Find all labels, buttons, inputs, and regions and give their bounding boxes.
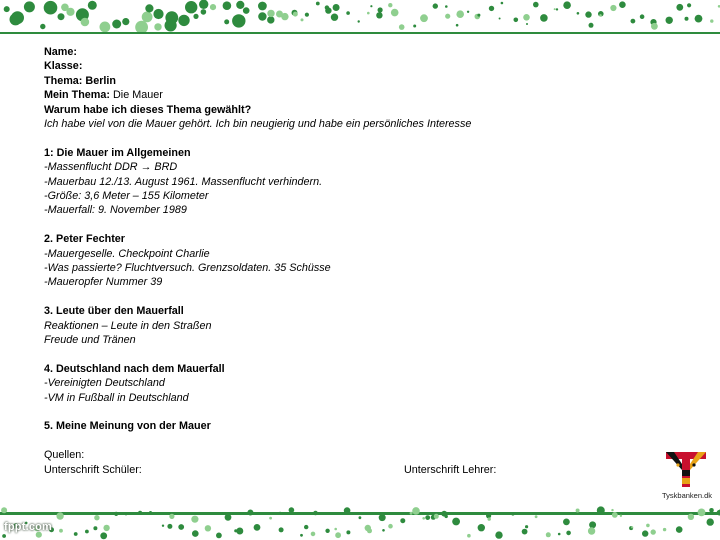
decorative-dot (599, 14, 602, 17)
decorative-dot (334, 528, 337, 531)
top-dot-border (0, 0, 720, 34)
decorative-dot (478, 524, 485, 531)
decorative-dot (370, 5, 372, 7)
decorative-dot (511, 512, 514, 515)
decorative-dot (452, 518, 460, 526)
section-2-heading: 2. Peter Fechter (44, 233, 126, 246)
decorative-dot (24, 1, 35, 12)
decorative-dot (193, 14, 198, 19)
decorative-dot (620, 515, 622, 517)
section-2-line-3: -Maueropfer Nummer 39 (44, 276, 163, 289)
section-1-line-1-end: BRD (154, 161, 178, 174)
decorative-dot (651, 529, 656, 534)
decorative-dot (640, 14, 645, 19)
section-3-heading: 3. Leute über den Mauerfall (44, 305, 184, 318)
decorative-dot (210, 4, 216, 10)
my-theme-prefix: Mein Thema: (44, 89, 110, 102)
decorative-dot (422, 517, 425, 520)
decorative-dot (333, 4, 340, 11)
my-theme-line (44, 88, 644, 102)
decorative-dot (304, 525, 308, 529)
decorative-dot (687, 3, 691, 7)
section-3-line-1: Reaktionen – Leute in den Straßen (44, 319, 212, 332)
decorative-dot (433, 3, 438, 8)
decorative-dot (191, 516, 198, 523)
decorative-dot (566, 531, 571, 536)
decorative-dot (525, 525, 528, 528)
decorative-dot (676, 4, 683, 11)
decorative-dot (610, 5, 616, 11)
decorative-dot (300, 534, 303, 537)
decorative-dot (276, 11, 283, 18)
section-3-line-2: Freude und Tränen (44, 334, 136, 347)
decorative-dot (388, 3, 392, 7)
decorative-dot (236, 1, 244, 9)
decorative-dot (346, 11, 350, 15)
decorative-dot (554, 8, 556, 10)
class-label: Klasse: (44, 60, 83, 73)
decorative-dot (142, 12, 153, 23)
decorative-dot (558, 533, 561, 536)
decorative-dot (169, 514, 174, 519)
decorative-dot (100, 22, 111, 33)
decorative-dot (313, 511, 318, 516)
decorative-dot (556, 8, 558, 10)
decorative-dot (467, 11, 469, 13)
decorative-dot (563, 519, 570, 526)
decorative-dot (289, 507, 295, 513)
decorative-dot (359, 516, 362, 519)
decorative-dot (114, 512, 118, 516)
decorative-dot (145, 4, 153, 12)
decorative-dot (612, 512, 618, 518)
decorative-dot (477, 14, 480, 17)
section-1-heading: 1: Die Mauer im Allgemeinen (44, 146, 191, 159)
decorative-dot (589, 521, 596, 528)
why-answer: Ich habe viel von die Mauer gehört. Ich bin neugierig und habe ein persönliches Interesse (44, 118, 472, 131)
decorative-dot (358, 20, 360, 22)
decorative-dot (589, 23, 594, 28)
section-4-heading: 4. Deutschland nach dem Mauerfall (44, 362, 225, 375)
decorative-dot (149, 511, 152, 514)
section-4-line-2: -VM in Fußball in Deutschland (44, 391, 189, 404)
decorative-dot (178, 524, 184, 530)
decorative-dot (236, 528, 243, 535)
decorative-dot (378, 7, 383, 12)
decorative-dot (666, 17, 673, 24)
section-1-line-2: -Mauerbau 12./13. August 1961. Massenflucht verhindern. (44, 175, 323, 188)
decorative-dot (663, 528, 666, 531)
decorative-dot (344, 507, 351, 514)
worksheet-content (44, 45, 644, 477)
decorative-dot (74, 532, 78, 536)
decorative-dot (58, 13, 65, 20)
decorative-dot (81, 18, 90, 27)
decorative-dot (223, 1, 232, 10)
decorative-dot (85, 530, 89, 534)
decorative-dot (293, 12, 298, 17)
decorative-dot (522, 529, 528, 535)
decorative-dot (301, 18, 304, 21)
decorative-dot (258, 12, 266, 20)
decorative-dot (305, 13, 309, 17)
decorative-dot (710, 19, 713, 22)
decorative-dot (167, 524, 172, 529)
fppt-watermark: fppt.com (4, 521, 53, 533)
section-1-line-3: -Größe: 3,6 Meter – 155 Kilometer (44, 190, 209, 203)
decorative-dot (376, 12, 382, 18)
decorative-dot (695, 15, 703, 23)
decorative-dot (367, 528, 372, 533)
decorative-dot (391, 9, 399, 17)
decorative-dot (225, 514, 232, 521)
decorative-dot (232, 14, 245, 27)
section-2-line-2: -Was passierte? Fluchtversuch. Grenzsoldaten. 35 Schüsse (44, 262, 331, 275)
decorative-dot (685, 17, 689, 21)
decorative-dot (269, 517, 272, 520)
decorative-dot (258, 2, 267, 11)
top-divider-line (0, 32, 720, 34)
decorative-dot (94, 515, 99, 520)
decorative-dot (382, 529, 385, 532)
section-1-line-1 (44, 160, 644, 174)
decorative-dot (631, 526, 633, 528)
decorative-dot (335, 532, 341, 538)
section-4-line-1: -Vereinigten Deutschland (44, 377, 165, 390)
section-1-line-4: -Mauerfall: 9. November 1989 (44, 204, 187, 217)
decorative-dot (379, 514, 386, 521)
arrow-right-icon: → (140, 161, 152, 174)
decorative-dot (153, 9, 163, 19)
decorative-dot (399, 24, 405, 30)
decorative-dot (216, 533, 222, 539)
section-5-heading: 5. Meine Meinung von der Mauer (44, 420, 211, 433)
decorative-dot (514, 18, 519, 23)
decorative-dot (205, 525, 211, 531)
decorative-dot (10, 13, 22, 25)
decorative-dot (495, 531, 502, 538)
decorative-dot (154, 23, 161, 30)
decorative-dot (267, 16, 274, 23)
decorative-dot (611, 509, 613, 511)
section-2-line-1: -Mauergeselle. Checkpoint Charlie (44, 247, 210, 260)
decorative-dot (325, 529, 329, 533)
sources-label: Quellen: (44, 449, 85, 462)
decorative-dot (325, 7, 331, 13)
decorative-dot (100, 532, 107, 539)
section-1-line-1-start: -Massenflucht DDR (44, 161, 138, 174)
decorative-dot (566, 5, 569, 8)
decorative-dot (331, 14, 338, 21)
decorative-dot (279, 512, 282, 515)
decorative-dot (178, 15, 189, 26)
decorative-dot (540, 14, 548, 22)
decorative-dot (588, 527, 595, 534)
decorative-dot (138, 511, 142, 515)
decorative-dot (577, 12, 580, 15)
decorative-dot (367, 12, 370, 15)
theme-label: Thema: Berlin (44, 74, 116, 87)
decorative-dot (456, 24, 459, 27)
decorative-dot (254, 524, 261, 531)
decorative-dot (651, 23, 658, 30)
decorative-dot (576, 509, 580, 513)
decorative-dot (1, 507, 7, 513)
decorative-dot (707, 518, 714, 525)
decorative-dot (388, 524, 393, 529)
decorative-dot (425, 515, 430, 520)
decorative-dot (456, 10, 464, 18)
decorative-dot (103, 525, 109, 531)
decorative-dot (688, 514, 694, 520)
decorative-dot (185, 1, 197, 13)
decorative-dot (40, 24, 45, 29)
decorative-dot (412, 507, 420, 515)
decorative-dot (631, 19, 636, 24)
decorative-dot (526, 23, 528, 25)
student-signature-label: Unterschrift Schüler: (44, 463, 142, 476)
decorative-dot (192, 530, 199, 537)
decorative-dot (66, 8, 74, 16)
decorative-dot (546, 532, 551, 537)
decorative-dot (243, 7, 250, 14)
decorative-dot (489, 6, 494, 11)
decorative-dot (642, 530, 648, 536)
decorative-dot (717, 510, 720, 516)
decorative-dot (125, 512, 128, 515)
decorative-dot (501, 2, 504, 5)
decorative-dot (267, 10, 274, 17)
decorative-dot (585, 11, 591, 17)
decorative-dot (499, 18, 501, 20)
decorative-dot (162, 525, 164, 527)
teacher-signature-label: Unterschrift Lehrer: (404, 464, 497, 476)
decorative-dot (410, 512, 413, 515)
decorative-dot (59, 529, 63, 533)
decorative-dot (467, 534, 471, 538)
decorative-dot (112, 20, 121, 29)
decorative-dot (445, 5, 448, 8)
decorative-dot (420, 14, 428, 22)
decorative-dot (523, 14, 530, 21)
decorative-dot (676, 526, 683, 533)
decorative-dot (247, 510, 253, 516)
decorative-dot (619, 1, 626, 8)
decorative-dot (316, 2, 320, 6)
decorative-dot (88, 1, 97, 10)
decorative-dot (400, 518, 405, 523)
my-theme-value: Die Mauer (113, 89, 163, 102)
name-label: Name: (44, 46, 78, 58)
decorative-dot (441, 511, 447, 517)
decorative-dot (413, 25, 416, 28)
decorative-dot (535, 515, 538, 518)
decorative-dot (488, 517, 491, 520)
why-question: Warum habe ich dieses Thema gewählt? (44, 103, 252, 116)
decorative-dot (201, 9, 207, 15)
decorative-dot (44, 1, 58, 15)
decorative-dot (93, 526, 97, 530)
decorative-dot (709, 508, 714, 513)
decorative-dot (279, 527, 284, 532)
decorative-dot (434, 514, 439, 519)
decorative-dot (699, 512, 702, 515)
logo-caption: Tyskbanken.dk (661, 491, 713, 500)
decorative-dot (346, 530, 350, 534)
decorative-dot (597, 506, 605, 514)
decorative-dot (646, 524, 650, 528)
decorative-dot (445, 14, 450, 19)
bottom-dot-border (0, 504, 720, 540)
decorative-dot (199, 0, 208, 9)
decorative-dot (224, 19, 229, 24)
decorative-dot (2, 534, 6, 538)
decorative-dot (311, 532, 316, 537)
decorative-dot (4, 6, 10, 12)
decorative-dot (165, 19, 177, 31)
decorative-dot (56, 512, 63, 519)
decorative-dot (533, 2, 539, 8)
decorative-dot (122, 18, 129, 25)
